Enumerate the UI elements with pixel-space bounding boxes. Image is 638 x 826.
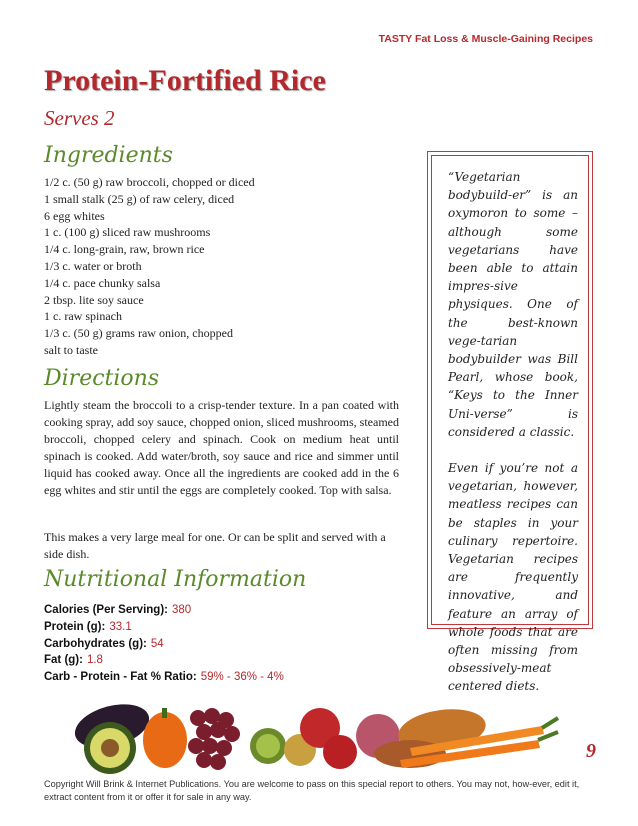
ingredient-item: salt to taste xyxy=(44,342,98,357)
nutrition-row xyxy=(44,636,404,653)
sidebar-inner-border xyxy=(431,155,589,694)
ingredient-item: 1/3 c. (50 g) grams raw onion, chopped xyxy=(44,326,233,341)
serving-note: This makes a very large meal for one. Or can be split and served with a side dish. xyxy=(44,530,386,561)
vegetables-illustration xyxy=(70,688,560,778)
serves-label: Serves 2 xyxy=(44,106,115,130)
nutrition-row xyxy=(44,602,404,619)
ingredient-item: 6 egg whites xyxy=(44,208,105,223)
ingredient-item: 1 c. raw spinach xyxy=(44,309,122,324)
copyright-footer: Copyright Will Brink & Internet Publications. You are welcome to pass on this special report to others. You may not, how-ever, edit it, extract content from it or offer it for sale in any way. xyxy=(44,779,580,802)
ingredients-heading: Ingredients xyxy=(44,143,173,168)
nutrition-row xyxy=(44,619,404,636)
nutrition-row xyxy=(44,652,404,669)
nutrition-label: Fat (g): xyxy=(44,654,83,667)
ingredient-item: 1 small stalk (25 g) of raw celery, diced xyxy=(44,191,235,206)
ingredient-item: 1 c. (100 g) sliced raw mushrooms xyxy=(44,225,211,240)
page-number: 9 xyxy=(586,740,596,762)
nutrition-value: 380 xyxy=(171,604,192,616)
nutrition-label: Protein (g): xyxy=(44,620,106,633)
recipe-title: Protein-Fortified Rice xyxy=(44,64,326,97)
sidebar-paragraph: “Vegetarian bodybuild-er” is an oxymoron to some – although some vegetarians have been able to attain impres-sive physiques. One of the best-known vege-tarian bodybuilder was Bill Pearl, whose book, “Keys to the Inner Uni-verse” is considered a classic. xyxy=(448,170,578,439)
ingredient-item: 1/2 c. (50 g) raw broccoli, chopped or diced xyxy=(44,175,255,189)
ingredient-item: 2 tbsp. lite soy sauce xyxy=(44,292,144,307)
nutrition-value: 59% - 36% - 4% xyxy=(200,671,284,684)
directions-paragraph: Lightly steam the broccoli to a crisp-tender texture. In a pan coated with cooking spray, add soy sauce, chopped onion, sliced mushrooms, steamed broccoli, chopped celery and spinach. Cook on medium heat until spinach is cooked. Add water/broth, soy sauce and rice and simmer until liquid has cooked away. Once all the ingredients are cooked add in the 6 egg whites and stir until the eggs are completely cooked. Top with salsa. xyxy=(44,398,399,497)
nutrition-value: 54 xyxy=(150,637,164,650)
directions-heading: Directions xyxy=(44,366,160,391)
nutrition-list xyxy=(44,602,404,686)
ingredient-item: 1/4 c. long-grain, raw, brown rice xyxy=(44,242,205,257)
nutrition-label: Carbohydrates (g): xyxy=(44,637,147,650)
ingredient-item: 1/3 c. water or broth xyxy=(44,258,142,273)
nutrition-value: 33.1 xyxy=(109,620,132,633)
sidebar-text xyxy=(448,168,578,714)
nutrition-label: Calories (Per Serving): xyxy=(44,604,168,616)
nutrition-label: Carb - Protein - Fat % Ratio: xyxy=(44,671,197,684)
ingredient-item: 1/4 c. pace chunky salsa xyxy=(44,275,161,290)
nutrition-heading: Nutritional Information xyxy=(44,567,307,592)
sidebar-paragraph: Even if you’re not a vegetarian, however, meatless recipes can be staples in your culinary repertoire. Vegetarian recipes are frequently innovative, and feature an array of whole foods that are often missing from obsessively-meat centered diets. xyxy=(448,461,578,694)
nutrition-row xyxy=(44,669,404,686)
ingredients-list xyxy=(44,174,404,359)
nutrition-value: 1.8 xyxy=(86,654,103,667)
sidebar-box xyxy=(427,151,593,694)
running-header: TASTY Fat Loss & Muscle-Gaining Recipes xyxy=(378,33,593,45)
